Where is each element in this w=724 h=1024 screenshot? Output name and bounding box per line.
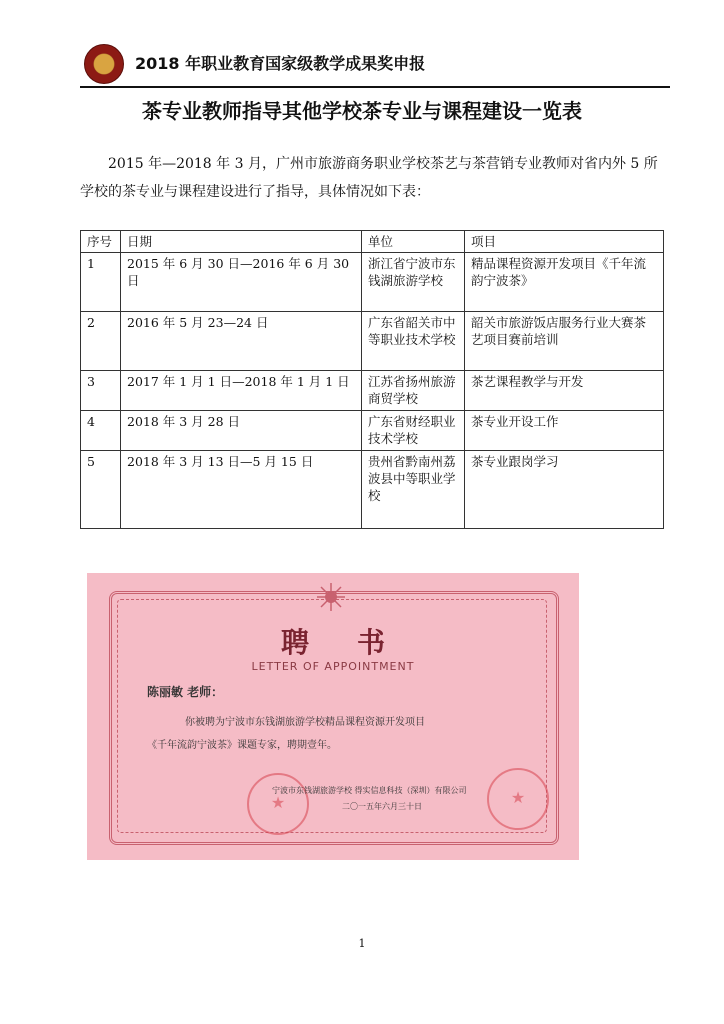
cell-unit: 广东省财经职业技术学校 [362, 411, 465, 451]
cell-project: 精品课程资源开发项目《千年流韵宁波茶》 [465, 253, 664, 312]
certificate-issuer: 宁波市东钱湖旅游学校 得实信息科技（深圳）有限公司 [272, 786, 467, 795]
table-row [81, 312, 664, 371]
header-title: 2018 年职业教育国家级教学成果奖申报 [135, 54, 426, 73]
cell-date: 2018 年 3 月 28 日 [121, 411, 362, 451]
cell-date: 2016 年 5 月 23—24 日 [121, 312, 362, 371]
header-cell-unit: 单位 [362, 231, 465, 253]
cell-no: 5 [81, 451, 121, 529]
intro-paragraph: 2015 年—2018 年 3 月，广州市旅游商务职业学校茶艺与茶营销专业教师对省内外 5 所学校的茶专业与课程建设进行了指导，具体情况如下表： [80, 156, 658, 200]
page-header [80, 42, 670, 88]
header-cell-project: 项目 [465, 231, 664, 253]
cell-unit: 江苏省扬州旅游商贸学校 [362, 371, 465, 411]
table-row [81, 411, 664, 451]
school-emblem-icon [84, 44, 124, 84]
cell-date: 2018 年 3 月 13 日—5 月 15 日 [121, 451, 362, 529]
table-row [81, 451, 664, 529]
certificate-body-line1: 你被聘为宁波市东钱湖旅游学校精品课程资源开发项目 [185, 717, 425, 728]
cell-project: 茶专业跟岗学习 [465, 451, 664, 529]
cell-unit: 贵州省黔南州荔波县中等职业学校 [362, 451, 465, 529]
certificate-recipient: 陈丽敏 老师： [147, 685, 224, 699]
certificate-body-line2: 《千年流韵宁波茶》课题专家，聘期壹年。 [147, 740, 337, 751]
certificate-date: 二〇一五年六月三十日 [342, 802, 422, 811]
cell-no: 4 [81, 411, 121, 451]
sunburst-emblem-icon [315, 581, 347, 613]
page-number: 1 [358, 937, 366, 950]
table-row [81, 371, 664, 411]
cell-project: 茶专业开设工作 [465, 411, 664, 451]
table-row [81, 253, 664, 312]
guidance-table [80, 230, 664, 529]
header-cell-date: 日期 [121, 231, 362, 253]
red-seal-icon: ★ [247, 773, 309, 835]
certificate-title: 聘书 [280, 626, 433, 659]
certificate-subtitle: LETTER OF APPOINTMENT [251, 660, 415, 673]
cell-project: 茶艺课程教学与开发 [465, 371, 664, 411]
header-cell-no: 序号 [81, 231, 121, 253]
cell-no: 3 [81, 371, 121, 411]
table-header-row [81, 231, 664, 253]
cell-unit: 广东省韶关市中等职业技术学校 [362, 312, 465, 371]
red-seal-icon: ★ [487, 768, 549, 830]
cell-date: 2015 年 6 月 30 日—2016 年 6 月 30 日 [121, 253, 362, 312]
cell-date: 2017 年 1 月 1 日—2018 年 1 月 1 日 [121, 371, 362, 411]
cell-project: 韶关市旅游饭店服务行业大赛茶艺项目赛前培训 [465, 312, 664, 371]
cell-unit: 浙江省宁波市东钱湖旅游学校 [362, 253, 465, 312]
header-divider [80, 86, 670, 88]
appointment-certificate [87, 573, 579, 860]
cell-no: 1 [81, 253, 121, 312]
document-title: 茶专业教师指导其他学校茶专业与课程建设一览表 [142, 99, 582, 123]
cell-no: 2 [81, 312, 121, 371]
